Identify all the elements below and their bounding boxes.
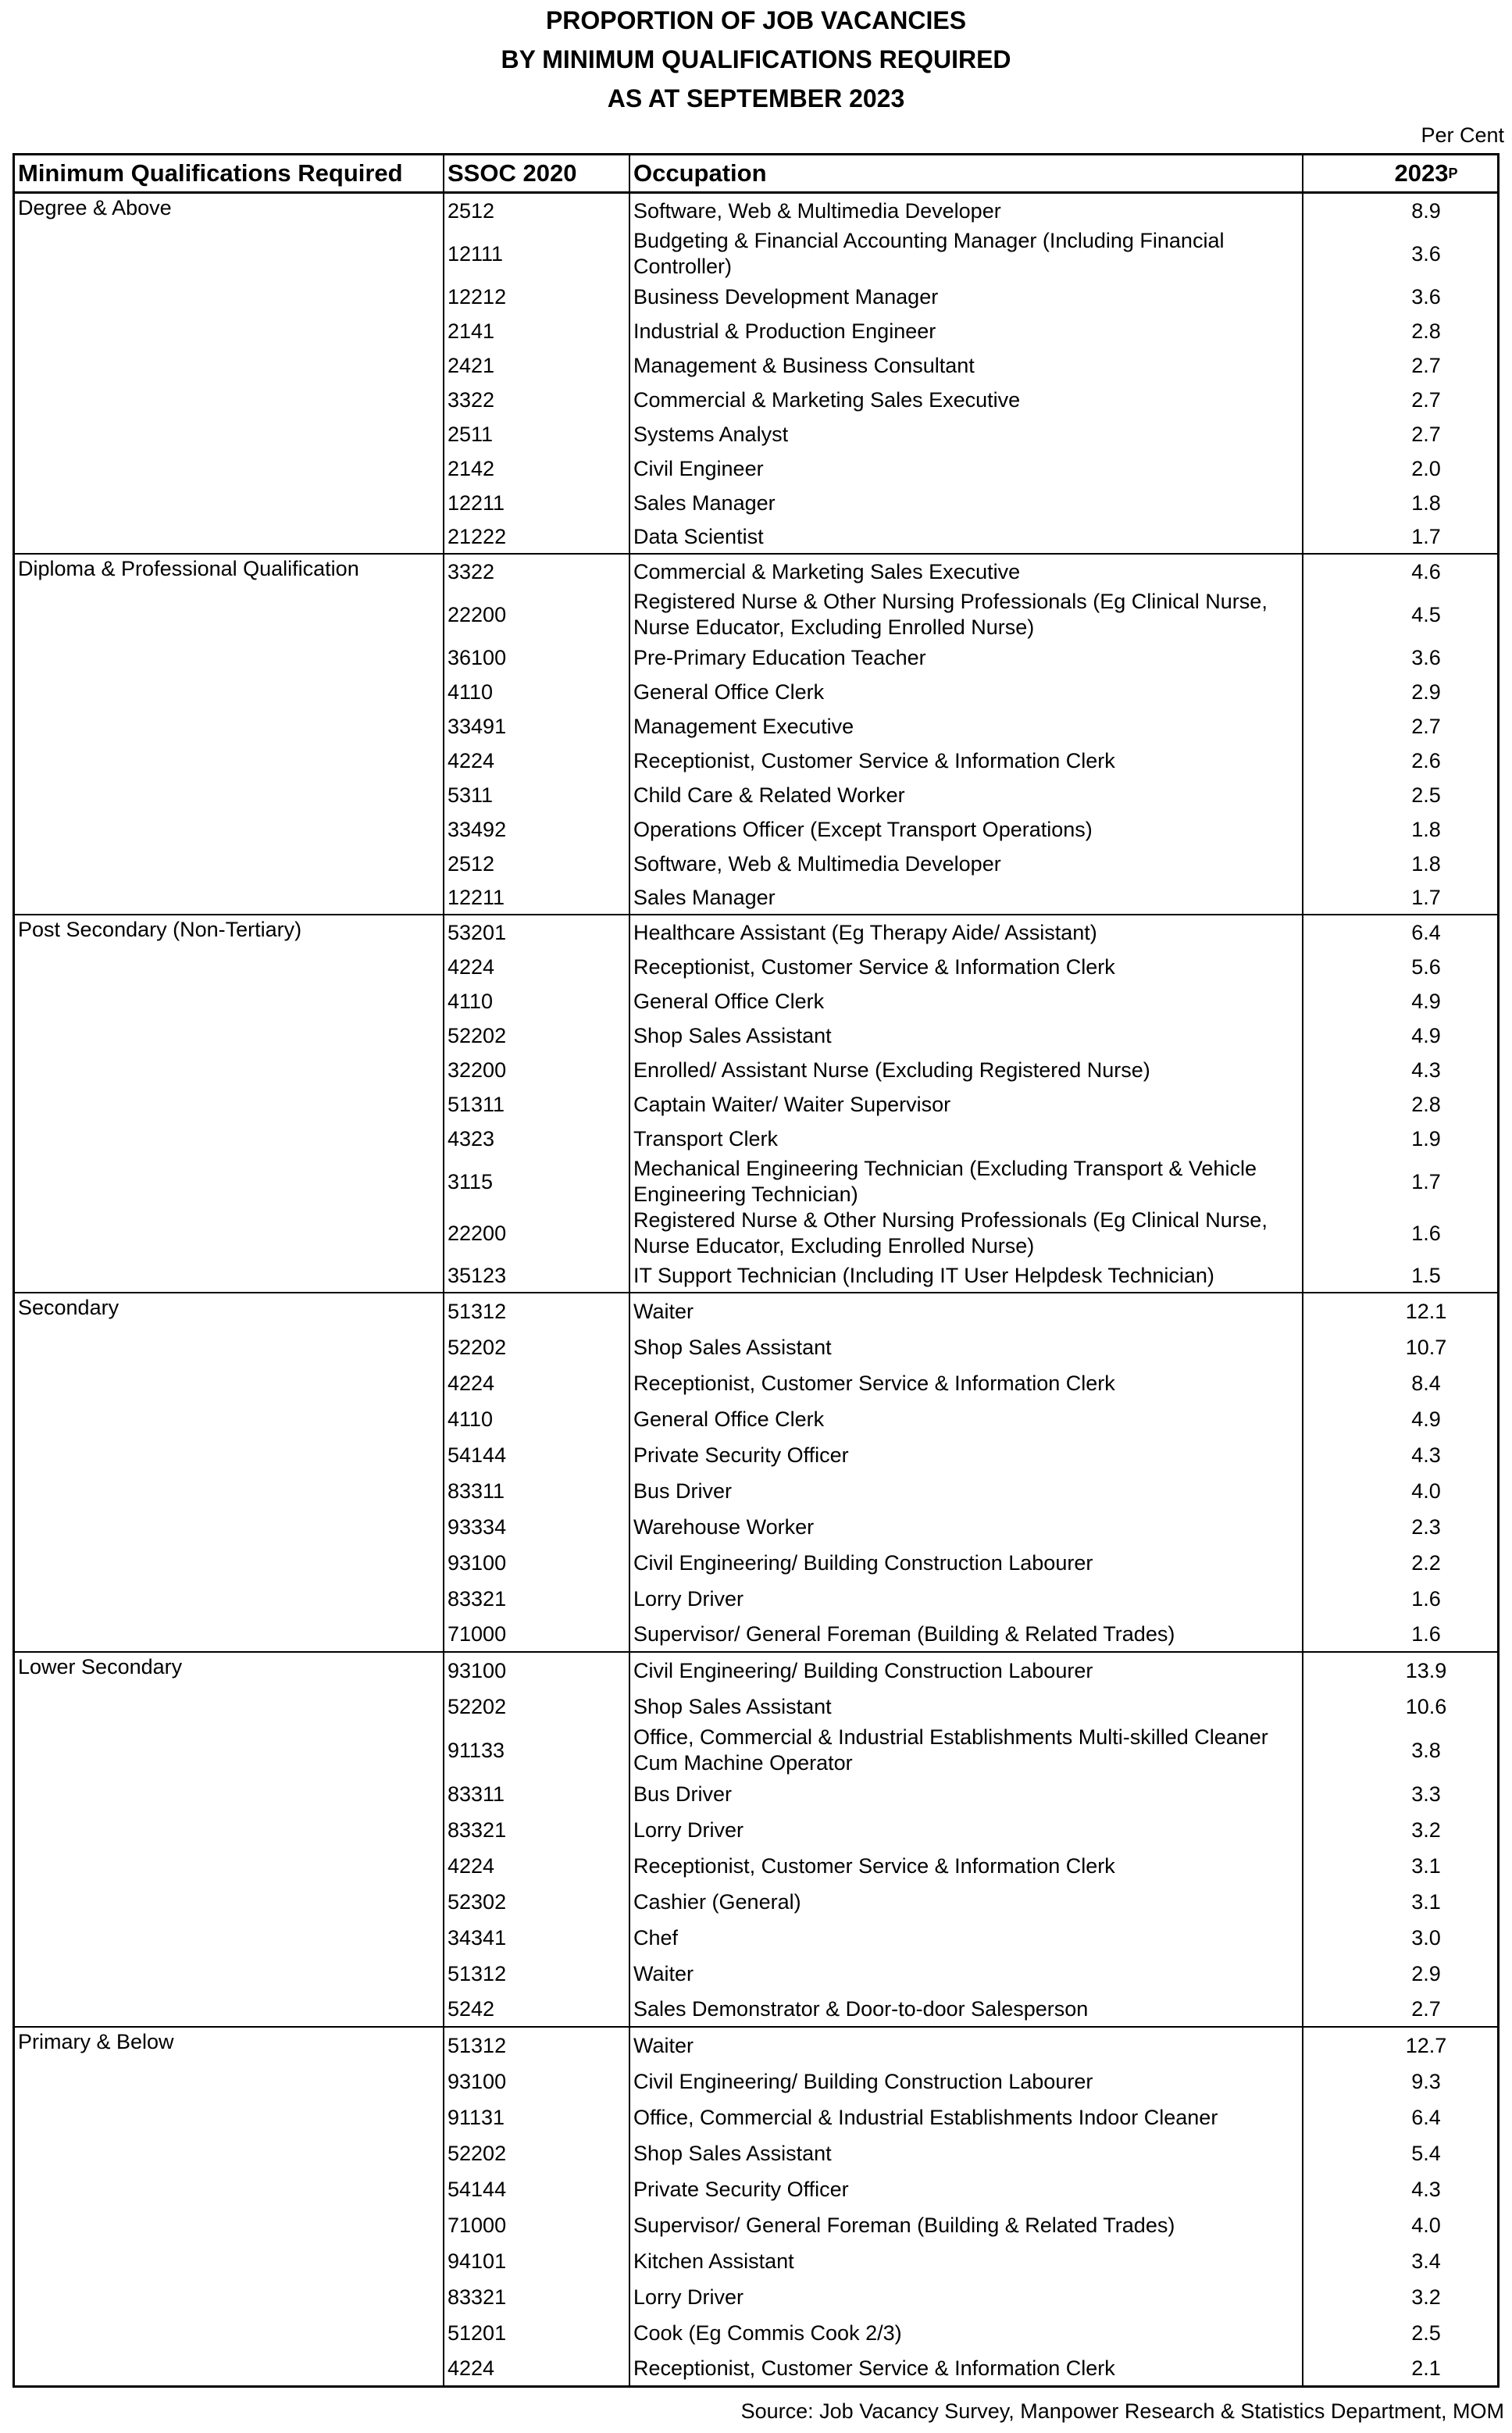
qualification-group	[15, 2028, 1497, 2385]
ssoc-code: 53201	[444, 915, 630, 950]
occupation-name: Supervisor/ General Foreman (Building & Related Trades)	[630, 2207, 1303, 2243]
percent-value: 2.5	[1411, 783, 1441, 807]
table-row	[444, 1087, 1497, 1122]
ssoc-code: 2511	[444, 417, 630, 451]
ssoc-code: 2421	[444, 348, 630, 383]
percent-value: 4.3	[1411, 1443, 1441, 1467]
ssoc-code: 51311	[444, 1087, 630, 1122]
occupation-name: Supervisor/ General Foreman (Building & Related Trades)	[630, 1617, 1303, 1651]
percent-value: 4.9	[1411, 1407, 1441, 1431]
table-row	[444, 950, 1497, 984]
ssoc-code: 12212	[444, 280, 630, 314]
table-row	[444, 1617, 1497, 1651]
header-year-text: 2023	[1394, 159, 1449, 187]
percent-value: 3.2	[1411, 2285, 1441, 2309]
percent-value: 1.8	[1411, 851, 1441, 876]
occupation-name: Management & Business Consultant	[630, 348, 1303, 383]
ssoc-code: 2142	[444, 451, 630, 486]
table-row	[444, 1689, 1497, 1725]
table-row	[444, 1122, 1497, 1156]
ssoc-code: 3322	[444, 383, 630, 417]
ssoc-code: 5242	[444, 1992, 630, 2026]
table-row	[444, 915, 1497, 950]
ssoc-code: 71000	[444, 1617, 630, 1651]
table-row	[444, 520, 1497, 553]
ssoc-code: 52202	[444, 2135, 630, 2171]
percent-value: 3.1	[1411, 1853, 1441, 1878]
ssoc-code: 91131	[444, 2099, 630, 2135]
table-row	[444, 2279, 1497, 2315]
table-row	[444, 640, 1497, 675]
qualification-name: Post Secondary (Non-Tertiary)	[15, 915, 444, 1292]
ssoc-code: 4224	[444, 2351, 630, 2385]
table-row	[444, 744, 1497, 778]
percent-value: 3.3	[1411, 1782, 1441, 1806]
table-row	[444, 1920, 1497, 1956]
occupation-name: Waiter	[630, 1956, 1303, 1992]
percent-value: 2.7	[1411, 353, 1441, 377]
percent-value: 3.0	[1411, 1925, 1441, 1950]
table-row	[444, 314, 1497, 348]
table-row	[444, 1848, 1497, 1884]
table-row	[444, 812, 1497, 847]
percent-value: 1.6	[1411, 1221, 1441, 1245]
occupation-name: General Office Clerk	[630, 984, 1303, 1019]
occupation-name: Budgeting & Financial Accounting Manager (Including Financial Controller)	[630, 228, 1303, 280]
percent-value: 3.8	[1411, 1738, 1441, 1762]
occupation-name: Cook (Eg Commis Cook 2/3)	[630, 2315, 1303, 2351]
occupation-name: Sales Manager	[630, 486, 1303, 520]
occupation-name: Receptionist, Customer Service & Information Clerk	[630, 950, 1303, 984]
page-title-line-3: AS AT SEPTEMBER 2023	[607, 84, 905, 112]
percent-value: 5.6	[1411, 954, 1441, 979]
table-row	[444, 1293, 1497, 1329]
table-row	[444, 675, 1497, 709]
percent-value: 9.3	[1411, 2069, 1441, 2093]
qualification-group	[15, 555, 1497, 915]
qualification-name: Secondary	[15, 1293, 444, 1651]
table-row	[444, 2135, 1497, 2171]
percent-value: 8.4	[1411, 1371, 1441, 1395]
table-row	[444, 1401, 1497, 1437]
occupation-name: Management Executive	[630, 709, 1303, 744]
table-row	[444, 2315, 1497, 2351]
table-row	[444, 2064, 1497, 2099]
ssoc-code: 54144	[444, 1437, 630, 1473]
ssoc-code: 4110	[444, 1401, 630, 1437]
percent-value: 1.5	[1411, 1263, 1441, 1287]
group-rows	[444, 194, 1497, 553]
qualification-name: Primary & Below	[15, 2028, 444, 2385]
ssoc-code: 52202	[444, 1689, 630, 1725]
ssoc-code: 22200	[444, 1208, 630, 1259]
table-row	[444, 280, 1497, 314]
ssoc-code: 4110	[444, 675, 630, 709]
occupation-name: Lorry Driver	[630, 1812, 1303, 1848]
percent-value: 6.4	[1411, 920, 1441, 944]
occupation-name: Child Care & Related Worker	[630, 778, 1303, 812]
percent-value: 2.6	[1411, 748, 1441, 772]
table-header	[15, 155, 1497, 194]
percent-value: 2.7	[1411, 1996, 1441, 2021]
table-row	[444, 228, 1497, 280]
ssoc-code: 36100	[444, 640, 630, 675]
percent-value: 4.0	[1411, 2213, 1441, 2237]
table-row	[444, 1473, 1497, 1509]
table-row	[444, 194, 1497, 228]
ssoc-code: 51312	[444, 1293, 630, 1329]
occupation-name: Civil Engineering/ Building Construction Labourer	[630, 1545, 1303, 1581]
ssoc-code: 83321	[444, 1581, 630, 1617]
ssoc-code: 93100	[444, 2064, 630, 2099]
qualification-group	[15, 1293, 1497, 1653]
percent-value: 4.3	[1411, 1058, 1441, 1082]
occupation-name: Civil Engineering/ Building Construction Labourer	[630, 2064, 1303, 2099]
occupation-name: Kitchen Assistant	[630, 2243, 1303, 2279]
table-row	[444, 1019, 1497, 1053]
table-row	[444, 1884, 1497, 1920]
ssoc-code: 93334	[444, 1509, 630, 1545]
percent-value: 2.9	[1411, 680, 1441, 704]
ssoc-code: 83311	[444, 1473, 630, 1509]
percent-value: 10.6	[1405, 1694, 1447, 1718]
occupation-name: Commercial & Marketing Sales Executive	[630, 383, 1303, 417]
occupation-name: Captain Waiter/ Waiter Supervisor	[630, 1087, 1303, 1122]
percent-value: 2.3	[1411, 1514, 1441, 1539]
percent-value: 2.8	[1411, 1092, 1441, 1116]
percent-value: 6.4	[1411, 2105, 1441, 2129]
ssoc-code: 83321	[444, 1812, 630, 1848]
group-rows	[444, 555, 1497, 914]
ssoc-code: 51312	[444, 2028, 630, 2064]
header-year-sup: P	[1448, 165, 1458, 181]
occupation-name: Data Scientist	[630, 520, 1303, 553]
ssoc-code: 3322	[444, 555, 630, 589]
source-note: Source: Job Vacancy Survey, Manpower Research & Statistics Department, MOM	[740, 2399, 1504, 2423]
ssoc-code: 12111	[444, 228, 630, 280]
occupation-name: Software, Web & Multimedia Developer	[630, 194, 1303, 228]
percent-value: 1.6	[1411, 1621, 1441, 1646]
table-row	[444, 778, 1497, 812]
table-row	[444, 486, 1497, 520]
percent-value: 3.2	[1411, 1818, 1441, 1842]
percent-value: 3.6	[1411, 645, 1441, 669]
table-row	[444, 1776, 1497, 1812]
qualification-name: Diploma & Professional Qualification	[15, 555, 444, 914]
percent-value: 13.9	[1405, 1658, 1447, 1682]
percent-value: 1.8	[1411, 817, 1441, 841]
table-row	[444, 1812, 1497, 1848]
ssoc-code: 33491	[444, 709, 630, 744]
ssoc-code: 33492	[444, 812, 630, 847]
occupation-name: Shop Sales Assistant	[630, 1689, 1303, 1725]
percent-value: 4.0	[1411, 1479, 1441, 1503]
table-row	[444, 1956, 1497, 1992]
percent-value: 1.7	[1411, 524, 1441, 548]
vacancy-table	[12, 153, 1500, 2388]
table-row	[444, 2351, 1497, 2385]
percent-value: 12.1	[1405, 1299, 1447, 1323]
occupation-name: IT Support Technician (Including IT User Helpdesk Technician)	[630, 1259, 1303, 1292]
table-row	[444, 2099, 1497, 2135]
ssoc-code: 34341	[444, 1920, 630, 1956]
ssoc-code: 3115	[444, 1156, 630, 1208]
occupation-name: Bus Driver	[630, 1473, 1303, 1509]
ssoc-code: 83311	[444, 1776, 630, 1812]
table-row	[444, 1329, 1497, 1365]
ssoc-code: 4323	[444, 1122, 630, 1156]
table-row	[444, 348, 1497, 383]
percent-value: 2.2	[1411, 1550, 1441, 1575]
ssoc-code: 54144	[444, 2171, 630, 2207]
occupation-name: Civil Engineer	[630, 451, 1303, 486]
occupation-name: Business Development Manager	[630, 280, 1303, 314]
qualification-group	[15, 1653, 1497, 2028]
group-rows	[444, 1653, 1497, 2026]
table-row	[444, 881, 1497, 914]
percent-value: 10.7	[1405, 1335, 1447, 1359]
ssoc-code: 32200	[444, 1053, 630, 1087]
occupation-name: Receptionist, Customer Service & Information Clerk	[630, 1365, 1303, 1401]
occupation-name: Warehouse Worker	[630, 1509, 1303, 1545]
occupation-name: Mechanical Engineering Technician (Excluding Transport & Vehicle Engineering Technician)	[630, 1156, 1303, 1208]
percent-value: 3.6	[1411, 241, 1441, 266]
ssoc-code: 4224	[444, 744, 630, 778]
table-row	[444, 1992, 1497, 2026]
occupation-name: Systems Analyst	[630, 417, 1303, 451]
percent-value: 3.6	[1411, 284, 1441, 309]
occupation-name: Commercial & Marketing Sales Executive	[630, 555, 1303, 589]
ssoc-code: 4110	[444, 984, 630, 1019]
occupation-name: Lorry Driver	[630, 1581, 1303, 1617]
percent-value: 1.9	[1411, 1126, 1441, 1151]
occupation-name: Pre-Primary Education Teacher	[630, 640, 1303, 675]
header-year	[1303, 155, 1497, 191]
ssoc-code: 52202	[444, 1019, 630, 1053]
header-occupation: Occupation	[630, 155, 1303, 191]
table-row	[444, 2028, 1497, 2064]
percent-value: 4.3	[1411, 2177, 1441, 2201]
percent-value: 5.4	[1411, 2141, 1441, 2165]
percent-value: 2.1	[1411, 2356, 1441, 2380]
table-row	[444, 417, 1497, 451]
percent-value: 2.9	[1411, 1961, 1441, 1985]
table-row	[444, 383, 1497, 417]
percent-value: 8.9	[1411, 198, 1441, 223]
table-row	[444, 1653, 1497, 1689]
qualification-group	[15, 194, 1497, 555]
occupation-name: Transport Clerk	[630, 1122, 1303, 1156]
occupation-name: Cashier (General)	[630, 1884, 1303, 1920]
percent-value: 4.9	[1411, 1023, 1441, 1047]
occupation-name: Receptionist, Customer Service & Information Clerk	[630, 1848, 1303, 1884]
table-row	[444, 1725, 1497, 1776]
percent-value: 2.0	[1411, 456, 1441, 480]
occupation-name: Lorry Driver	[630, 2279, 1303, 2315]
table-row	[444, 847, 1497, 881]
table-row	[444, 2171, 1497, 2207]
percent-value: 1.7	[1411, 885, 1441, 909]
qualification-name: Lower Secondary	[15, 1653, 444, 2026]
occupation-name: Registered Nurse & Other Nursing Professionals (Eg Clinical Nurse, Nurse Educator, Excluding Enrolled Nurse)	[630, 1208, 1303, 1259]
header-ssoc: SSOC 2020	[444, 155, 630, 191]
page-title-line-2: BY MINIMUM QUALIFICATIONS REQUIRED	[501, 45, 1011, 73]
ssoc-code: 22200	[444, 589, 630, 640]
table-row	[444, 1156, 1497, 1208]
occupation-name: Chef	[630, 1920, 1303, 1956]
qualification-group	[15, 915, 1497, 1293]
table-row	[444, 1365, 1497, 1401]
ssoc-code: 35123	[444, 1259, 630, 1292]
table-row	[444, 2243, 1497, 2279]
occupation-name: Office, Commercial & Industrial Establishments Multi-skilled Cleaner Cum Machine Operator	[630, 1725, 1303, 1776]
percent-value: 2.8	[1411, 319, 1441, 343]
ssoc-code: 93100	[444, 1545, 630, 1581]
percent-value: 2.7	[1411, 422, 1441, 446]
table-row	[444, 451, 1497, 486]
occupation-name: Sales Manager	[630, 881, 1303, 914]
ssoc-code: 21222	[444, 520, 630, 553]
percent-value: 4.5	[1411, 602, 1441, 626]
ssoc-code: 91133	[444, 1725, 630, 1776]
ssoc-code: 51312	[444, 1956, 630, 1992]
percent-value: 1.7	[1411, 1169, 1441, 1193]
occupation-name: Enrolled/ Assistant Nurse (Excluding Registered Nurse)	[630, 1053, 1303, 1087]
group-rows	[444, 915, 1497, 1292]
occupation-name: Industrial & Production Engineer	[630, 314, 1303, 348]
table-row	[444, 1437, 1497, 1473]
occupation-name: Private Security Officer	[630, 2171, 1303, 2207]
percent-value: 2.7	[1411, 387, 1441, 412]
table-row	[444, 1259, 1497, 1292]
ssoc-code: 12211	[444, 881, 630, 914]
occupation-name: Shop Sales Assistant	[630, 2135, 1303, 2171]
percent-value: 1.8	[1411, 491, 1441, 515]
occupation-name: Sales Demonstrator & Door-to-door Salesperson	[630, 1992, 1303, 2026]
occupation-name: Shop Sales Assistant	[630, 1329, 1303, 1365]
table-row	[444, 1509, 1497, 1545]
header-qualification: Minimum Qualifications Required	[15, 155, 444, 191]
occupation-name: General Office Clerk	[630, 675, 1303, 709]
occupation-name: Civil Engineering/ Building Construction Labourer	[630, 1653, 1303, 1689]
occupation-name: Receptionist, Customer Service & Information Clerk	[630, 2351, 1303, 2385]
occupation-name: Private Security Officer	[630, 1437, 1303, 1473]
occupation-name: Software, Web & Multimedia Developer	[630, 847, 1303, 881]
occupation-name: Bus Driver	[630, 1776, 1303, 1812]
occupation-name: Office, Commercial & Industrial Establishments Indoor Cleaner	[630, 2099, 1303, 2135]
ssoc-code: 51201	[444, 2315, 630, 2351]
table-row	[444, 984, 1497, 1019]
table-row	[444, 1581, 1497, 1617]
ssoc-code: 4224	[444, 950, 630, 984]
ssoc-code: 94101	[444, 2243, 630, 2279]
ssoc-code: 2141	[444, 314, 630, 348]
group-rows	[444, 1293, 1497, 1651]
percent-value: 1.6	[1411, 1586, 1441, 1611]
ssoc-code: 71000	[444, 2207, 630, 2243]
percent-value: 12.7	[1405, 2033, 1447, 2057]
occupation-name: General Office Clerk	[630, 1401, 1303, 1437]
occupation-name: Waiter	[630, 1293, 1303, 1329]
table-body	[15, 194, 1497, 2385]
unit-label: Per Cent	[1421, 123, 1504, 147]
ssoc-code: 2512	[444, 194, 630, 228]
table-row	[444, 2207, 1497, 2243]
ssoc-code: 93100	[444, 1653, 630, 1689]
ssoc-code: 2512	[444, 847, 630, 881]
occupation-name: Healthcare Assistant (Eg Therapy Aide/ Assistant)	[630, 915, 1303, 950]
ssoc-code: 5311	[444, 778, 630, 812]
table-row	[444, 1208, 1497, 1259]
percent-value: 2.5	[1411, 2321, 1441, 2345]
ssoc-code: 4224	[444, 1365, 630, 1401]
ssoc-code: 52302	[444, 1884, 630, 1920]
percent-value: 4.9	[1411, 989, 1441, 1013]
table-row	[444, 589, 1497, 640]
table-row	[444, 1053, 1497, 1087]
occupation-name: Shop Sales Assistant	[630, 1019, 1303, 1053]
table-row	[444, 709, 1497, 744]
percent-value: 3.4	[1411, 2249, 1441, 2273]
occupation-name: Operations Officer (Except Transport Operations)	[630, 812, 1303, 847]
ssoc-code: 4224	[444, 1848, 630, 1884]
ssoc-code: 52202	[444, 1329, 630, 1365]
group-rows	[444, 2028, 1497, 2385]
percent-value: 4.6	[1411, 559, 1441, 583]
percent-value: 3.1	[1411, 1889, 1441, 1914]
qualification-name: Degree & Above	[15, 194, 444, 553]
ssoc-code: 12211	[444, 486, 630, 520]
percent-value: 2.7	[1411, 714, 1441, 738]
occupation-name: Waiter	[630, 2028, 1303, 2064]
page-title-line-1: PROPORTION OF JOB VACANCIES	[545, 6, 967, 34]
table-row	[444, 1545, 1497, 1581]
occupation-name: Registered Nurse & Other Nursing Professionals (Eg Clinical Nurse, Nurse Educator, Excluding Enrolled Nurse)	[630, 589, 1303, 640]
ssoc-code: 83321	[444, 2279, 630, 2315]
occupation-name: Receptionist, Customer Service & Information Clerk	[630, 744, 1303, 778]
table-row	[444, 555, 1497, 589]
